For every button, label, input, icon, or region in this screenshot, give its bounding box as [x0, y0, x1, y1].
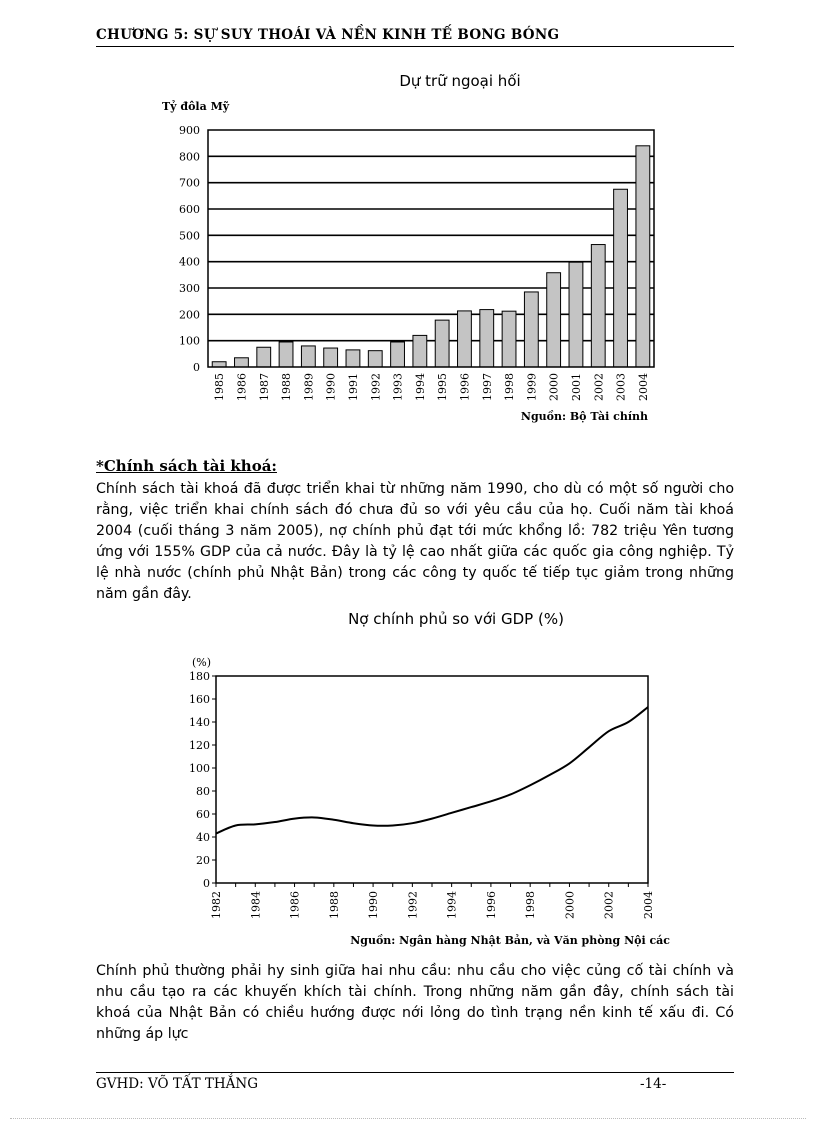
bar-1990	[324, 348, 338, 367]
bar-xtick-label: 2000	[547, 373, 561, 401]
bar-2001	[569, 262, 583, 367]
bar-chart-source: Nguồn: Bộ Tài chính	[520, 410, 648, 423]
footer-page-number: -14-	[640, 1076, 667, 1092]
bar-ytick-label: 400	[179, 255, 200, 269]
line-chart-svg	[170, 604, 690, 954]
line-ytick-label: 100	[189, 762, 210, 775]
footer-rule	[96, 1072, 734, 1073]
bar-ytick-label: 200	[179, 308, 200, 322]
bar-1992	[368, 351, 382, 367]
bar-1985	[212, 362, 226, 367]
bar-chart-svg	[150, 62, 670, 432]
line-xtick-label: 1982	[210, 891, 223, 919]
line-chart-frame	[216, 676, 648, 883]
bar-xtick-label: 2002	[592, 373, 606, 401]
bar-1991	[346, 350, 360, 367]
bar-1986	[235, 358, 249, 367]
line-ytick-label: 80	[196, 785, 210, 798]
line-xtick-label: 2004	[642, 891, 655, 919]
bar-xtick-label: 2004	[636, 373, 650, 401]
line-ytick-label: 140	[189, 716, 210, 729]
bar-xtick-label: 1999	[525, 373, 539, 401]
bar-xtick-label: 1986	[235, 373, 249, 401]
line-ytick-label: 40	[196, 831, 210, 844]
line-xtick-label: 1992	[406, 891, 420, 919]
bar-2003	[614, 189, 628, 367]
bar-ytick-label: 300	[179, 282, 200, 295]
bar-1997	[480, 310, 494, 367]
bar-ytick-label: 600	[179, 203, 200, 216]
bar-ytick-label: 900	[179, 124, 200, 137]
page-header: CHƯƠNG 5: SỰ SUY THOÁI VÀ NỀN KINH TẾ BONG BÓNG	[96, 24, 734, 47]
line-chart-source: Nguồn: Ngân hàng Nhật Bản, và Văn phòng Nội các	[350, 934, 670, 947]
section-title: *Chính sách tài khoá:	[96, 457, 277, 475]
line-ytick-label: 120	[189, 739, 210, 752]
bar-xtick-label: 1991	[346, 373, 360, 401]
line-ytick-label: 60	[196, 808, 210, 821]
bar-xtick-label: 2001	[569, 373, 583, 401]
bar-1987	[257, 347, 271, 367]
bar-xtick-label: 1992	[369, 373, 383, 401]
bar-1998	[502, 311, 516, 367]
bar-xtick-label: 1997	[480, 373, 494, 401]
line-xtick-label: 1990	[367, 891, 381, 919]
paragraph-1: Chính sách tài khoá đã được triển khai từ những năm 1990, cho dù có một số người cho rằng, việc triển khai chính sách đó chưa đủ so với yêu cầu của họ. Cuối năm tài khoá 2004 (cuối tháng 3 năm 2005), nợ chính phủ đạt tới mức khổng lồ: 782 triệu Yên tương ứng với 155% GDP của cả nước. Đây là tỷ lệ cao nhất giữa các quốc gia công nghiệp. Tỷ lệ nhà nước (chính phủ Nhật Bản) trong các công ty quốc tế tiếp tục giảm trong những năm gần đây.	[96, 481, 734, 602]
line-xtick-label: 1984	[249, 891, 263, 919]
line-ytick-label: 160	[189, 693, 210, 706]
bar-xtick-label: 1996	[458, 373, 472, 401]
bar-ytick-label: 500	[179, 229, 200, 243]
bar-chart-frame	[208, 130, 654, 367]
bar-xtick-label: 1990	[324, 373, 338, 401]
bar-1995	[435, 320, 449, 367]
bar-ytick-label: 100	[179, 334, 200, 348]
bar-ytick-label: 800	[179, 150, 200, 164]
line-xtick-label: 1996	[484, 891, 498, 919]
bar-1994	[413, 335, 427, 367]
bar-1989	[301, 346, 315, 367]
line-xtick-label: 2002	[602, 891, 616, 919]
forex-reserve-chart	[150, 62, 670, 432]
line-xtick-label: 1988	[327, 891, 341, 919]
bar-xtick-label: 1989	[302, 373, 316, 401]
paragraph-2: Chính phủ thường phải hy sinh giữa hai nhu cầu: nhu cầu cho việc củng cố tài chính và nhu cầu tạo ra các khuyến khích tài chính. Trong những năm gần đây, chính sách tài khoá của Nhật Bản có chiều hướng được nới lỏng do tình trạng nền kinh tế xấu đi. Có những áp lực	[96, 963, 734, 1042]
bar-1999	[524, 292, 538, 367]
bar-xtick-label: 1994	[413, 373, 427, 401]
bar-2004	[636, 146, 650, 367]
line-ytick-label: 0	[203, 877, 210, 890]
debt-gdp-chart	[170, 604, 690, 954]
bar-xtick-label: 1993	[391, 373, 405, 401]
line-chart-title: Nợ chính phủ so với GDP (%)	[348, 610, 564, 628]
bar-ytick-label: 0	[193, 361, 200, 374]
bar-2002	[591, 245, 605, 367]
line-ytick-label: 180	[189, 670, 210, 683]
line-ytick-label: 20	[196, 854, 210, 867]
bar-1996	[458, 311, 472, 367]
bar-xtick-label: 1988	[280, 373, 294, 401]
line-xtick-label: 1998	[524, 891, 538, 919]
bar-1988	[279, 342, 293, 367]
bar-chart-ylabel: Tỷ đôla Mỹ	[162, 100, 230, 113]
debt-series-line	[216, 707, 648, 834]
line-xtick-label: 1986	[288, 891, 302, 919]
page-bottom-border	[10, 1118, 806, 1119]
bar-xtick-label: 1987	[257, 373, 271, 401]
bar-xtick-label: 2003	[614, 373, 628, 401]
line-xtick-label: 2000	[563, 891, 577, 919]
bar-xtick-label: 1995	[436, 373, 450, 401]
footer-instructor: GVHD: VÕ TẤT THẮNG	[96, 1076, 259, 1092]
bar-1993	[391, 342, 405, 367]
bar-2000	[547, 273, 561, 367]
line-chart-ylabel: (%)	[192, 656, 212, 669]
bar-chart-title: Dự trữ ngoại hối	[399, 72, 521, 90]
bar-xtick-label: 1985	[213, 373, 227, 401]
line-xtick-label: 1994	[445, 891, 459, 919]
bar-ytick-label: 700	[179, 176, 200, 190]
bar-xtick-label: 1998	[503, 373, 517, 401]
